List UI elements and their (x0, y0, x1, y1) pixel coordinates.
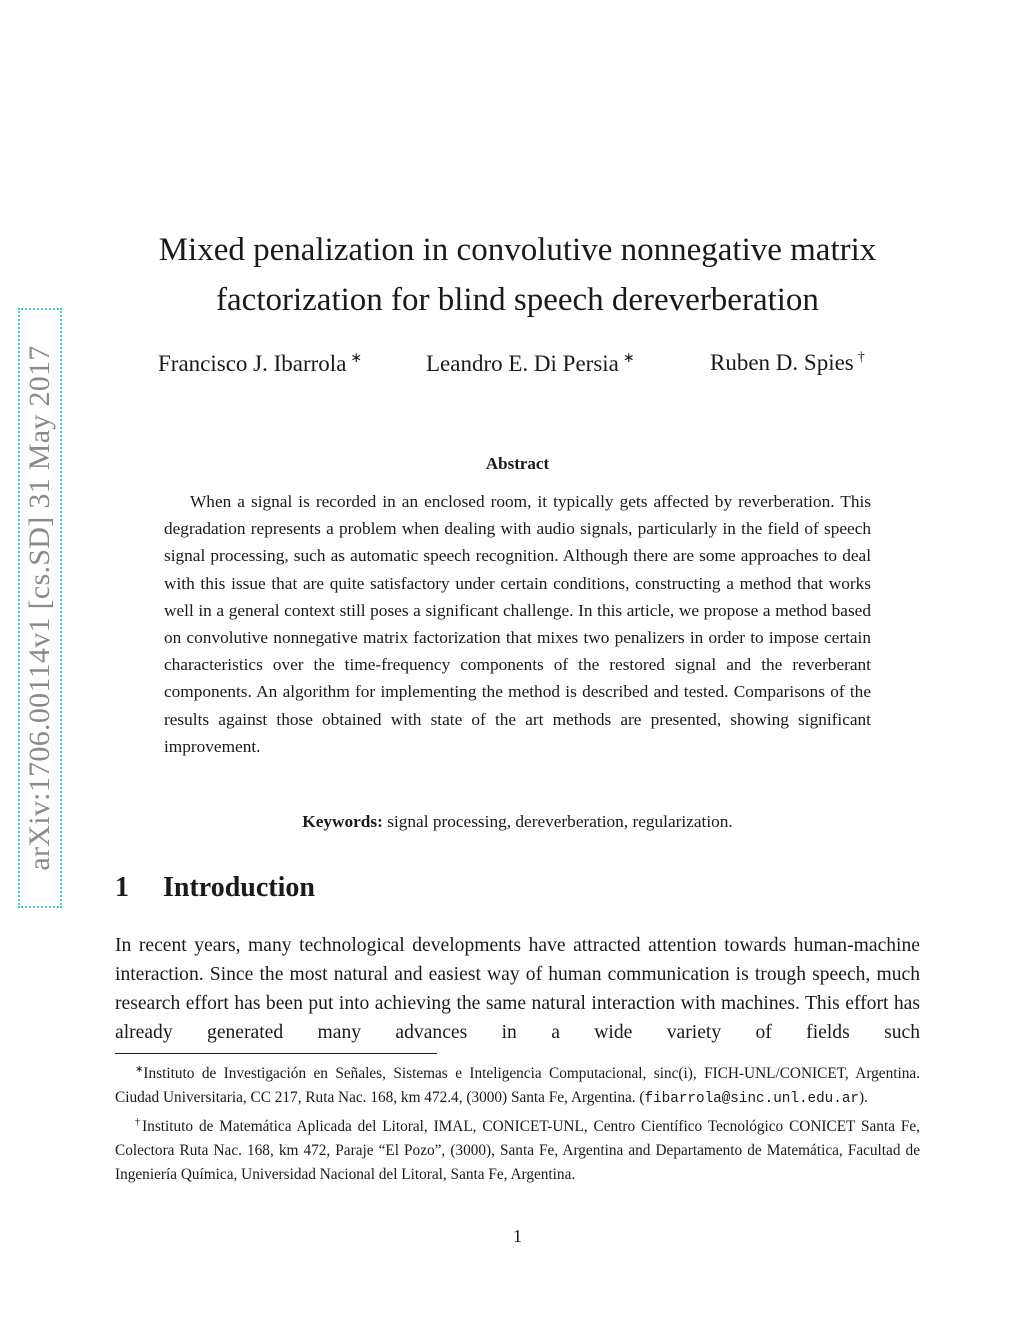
footnote-text: Instituto de Investigación en Señales, Sistemas e Inteligencia Computacional, sinc(i), FICH-UNL/CONICET, Argentina. Ciudad Universitaria, CC 217, Ruta Nac. 168, km 472.4, (3000) Santa Fe, Argentina. ( (115, 1065, 920, 1106)
section-title: Introduction (163, 872, 315, 903)
author-name: Francisco J. Ibarrola (158, 351, 347, 376)
footnote-1 (115, 1058, 920, 1111)
title-line-1: Mixed penalization in convolutive nonnegative matrix (158, 232, 877, 268)
footnote-text-end: ). (859, 1089, 868, 1106)
section-heading (115, 872, 315, 904)
footnote-text: Instituto de Matemática Aplicada del Litoral, IMAL, CONICET-UNL, Centro Científico Tecnológico CONICET Santa Fe, Colectora Ruta Nac. 168, km 472, Paraje “El Pozo”, (3000), Santa Fe, Argentina and Departamento de Matemática, Facultad de Ingeniería Química, Universidad Nacional del Litoral, Santa Fe, Argentina. (115, 1118, 920, 1183)
author-mark: ∗ (350, 351, 363, 366)
arxiv-identifier: arXiv:1706.00114v1 [cs.SD] 31 May 2017 (23, 345, 56, 871)
title-line-2: factorization for blind speech dereverberation (216, 282, 819, 318)
author-list (115, 350, 920, 384)
keywords-text: signal processing, dereverberation, regularization. (387, 812, 733, 831)
author-mark: † (857, 350, 865, 365)
abstract-text: When a signal is recorded in an enclosed room, it typically gets affected by reverberation. This degradation represents a problem when dealing with audio signals, particularly in the field of speech signal processing, such as automatic speech recognition. Although there are some approaches to deal with this issue that are quite satisfactory under certain conditions, constructing a method that works well in a general context still poses a significant challenge. In this article, we propose a method based on convolutive nonnegative matrix factorization that mixes two penalizers in order to impose certain characteristics over the time-frequency components of the restored signal and the reverberant components. An algorithm for implementing the method is described and tested. Comparisons of the results against those obtained with state of the art methods are presented, showing significant improvement. (164, 492, 871, 756)
author-1 (158, 350, 362, 377)
introduction-text: In recent years, many technological developments have attracted attention towards human-machine interaction. Since the most natural and easiest way of human communication is trough speech, much research effort has been put into achieving the same natural interaction with machines. This effort has already generated many advances in a wide variety of fields such (115, 935, 920, 1043)
section-number: 1 (115, 872, 129, 903)
author-name: Leandro E. Di Persia (426, 351, 619, 376)
footnote-mark: ∗ (135, 1064, 144, 1075)
footnote-mark: † (135, 1117, 143, 1128)
paper-title (115, 225, 920, 325)
footnotes (115, 1058, 920, 1187)
author-email: fibarrola@sinc.unl.edu.ar (644, 1091, 860, 1107)
footnote-2 (115, 1111, 920, 1187)
author-mark: ∗ (622, 351, 635, 366)
author-name: Ruben D. Spies (710, 350, 854, 375)
arxiv-stamp (18, 308, 62, 908)
abstract-heading: Abstract (485, 454, 550, 473)
footnote-divider (115, 1053, 437, 1054)
author-3 (710, 350, 865, 376)
author-2 (426, 350, 635, 377)
page-number: 1 (513, 1226, 522, 1246)
keywords-label: Keywords: (302, 812, 383, 831)
keywords (115, 812, 920, 832)
